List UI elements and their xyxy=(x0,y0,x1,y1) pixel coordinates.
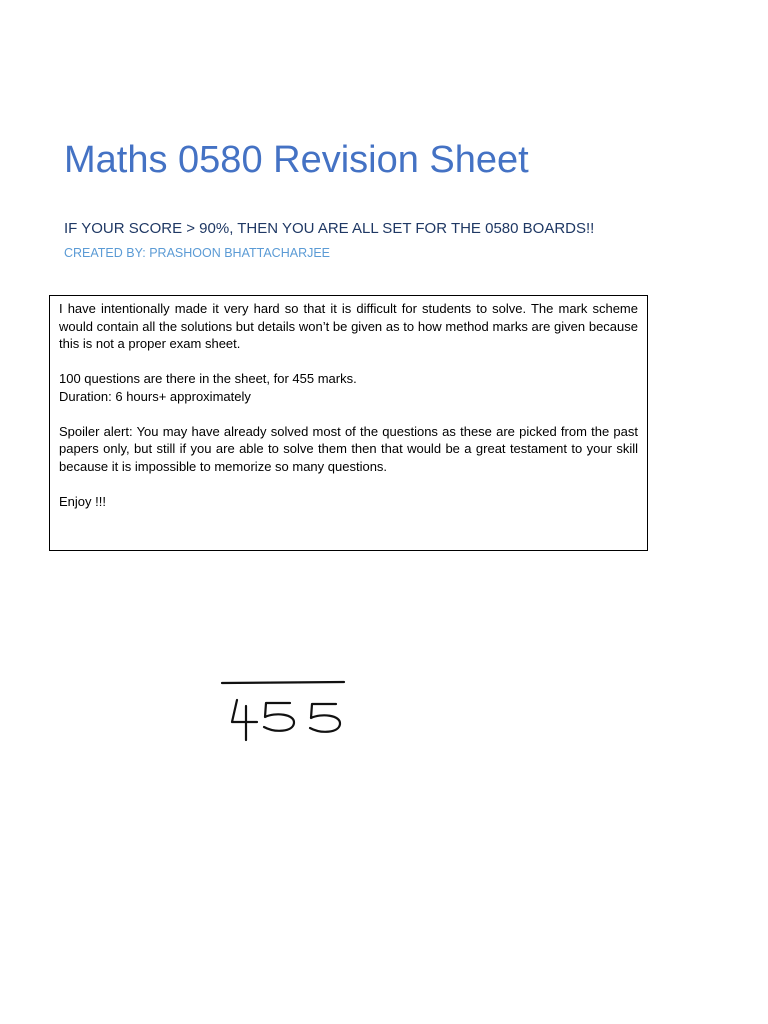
notice-closing: Enjoy !!! xyxy=(59,493,106,509)
notice-line-questions: 100 questions are there in the sheet, for 455 marks. xyxy=(59,371,357,386)
page-title: Maths 0580 Revision Sheet xyxy=(64,139,529,181)
score-digit-5 xyxy=(264,703,294,731)
score-digit-4 xyxy=(232,700,257,740)
notice-paragraph-spoiler: Spoiler alert: You may have already solved most of the questions as these are picked from the past papers only, but still if you are able to solve them then that would be a great testament to your skill because it is impossible to memorize so many questions. xyxy=(59,423,638,474)
score-digit-5-second xyxy=(310,704,340,732)
notice-paragraph-details xyxy=(59,370,638,405)
score-numerator-line xyxy=(222,682,344,683)
notice-line-duration: Duration: 6 hours+ approximately xyxy=(59,388,251,404)
author-byline: CREATED BY: PRASHOON BHATTACHARJEE xyxy=(64,246,331,260)
notice-box xyxy=(49,295,648,551)
page-subtitle: IF YOUR SCORE > 90%, THEN YOU ARE ALL SET FOR THE 0580 BOARDS!! xyxy=(64,220,595,237)
handwritten-score-mark xyxy=(215,672,355,747)
notice-paragraph-difficulty: I have intentionally made it very hard so that it is difficult for students to solve. The mark scheme would contain all the solutions but details won’t be given as to how method marks are given because this is not a proper exam sheet. xyxy=(59,301,638,351)
